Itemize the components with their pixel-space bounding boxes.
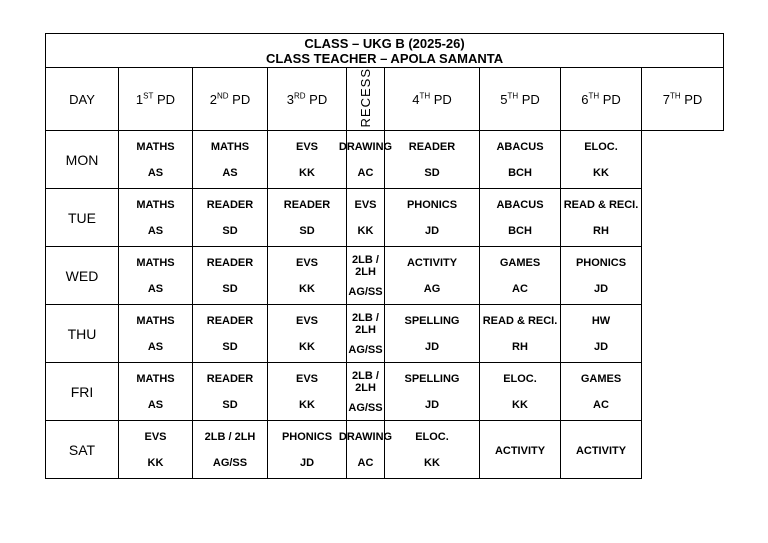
subject-label: MATHS [136,141,175,154]
subject-label: MATHS [136,199,175,212]
teacher-code: JD [593,282,609,295]
period-cell [119,189,193,247]
period-cell [480,247,561,305]
title-cell [46,34,724,68]
subject-label: READ & RECI. [482,315,558,328]
subject-label: PHONICS [281,431,333,444]
period-cell [119,131,193,189]
subject-label: 2LB / 2LH [204,431,256,444]
teacher-code: AS [222,166,238,179]
period-cell [119,363,193,421]
subject-label: ACTIVITY [575,444,627,457]
period-cell [385,247,480,305]
header-row [46,68,724,131]
period-cell [385,363,480,421]
recess-column [347,68,385,131]
subject-label: 2LB / 2LH [352,254,379,279]
subject-label: MATHS [136,257,175,270]
teacher-code: JD [424,224,440,237]
subject-label: GAMES [580,373,622,386]
period-cell [347,305,385,363]
subject-label: READER [283,199,331,212]
period-cell [561,421,642,479]
teacher-code: AC [593,398,609,411]
subject-label: 2LB / 2LH [352,312,379,337]
period-cell [480,189,561,247]
period-cell [193,363,268,421]
teacher-code: KK [299,398,315,411]
teacher-code: JD [424,398,440,411]
period-cell [338,421,393,479]
period-cell [480,363,561,421]
period-cell [119,305,193,363]
period-cell [268,189,347,247]
day-header: DAY [46,68,119,131]
subject-label: EVS [295,315,318,328]
subject-label: MATHS [136,373,175,386]
subject-label: READER [206,373,254,386]
subject-label: GAMES [499,257,541,270]
period-cell [193,247,268,305]
subject-label: ELOC. [584,141,618,154]
table-row [46,421,724,479]
teacher-code: KK [299,282,315,295]
teacher-code: RH [512,340,528,353]
recess-label: RECESS [358,68,373,128]
teacher-code: KK [424,456,440,469]
period-cell [561,247,642,305]
teacher-code: AC [357,456,374,469]
teacher-code: JD [299,456,315,469]
period-header-5: 5TH PD [480,68,561,131]
table-row [46,247,724,305]
period-cell [268,131,347,189]
day-cell: MON [46,131,119,189]
teacher-code: AG/SS [348,401,383,414]
subject-label: ACTIVITY [494,444,546,457]
table-row [46,363,724,421]
teacher-code: AG [423,282,441,295]
teacher-code: AS [147,224,164,237]
period-cell [385,189,480,247]
subject-label: SPELLING [404,373,460,386]
teacher-code: SD [222,398,238,411]
teacher-code: RH [593,224,609,237]
class-title: CLASS – UKG B (2025-26) [304,35,465,51]
teacher-code: AG/SS [212,456,248,469]
subject-label: READER [206,315,254,328]
teacher-code: KK [299,340,315,353]
subject-label: ELOC. [503,373,537,386]
subject-label: MATHS [210,141,250,154]
period-cell [347,363,385,421]
teacher-code: BCH [508,224,532,237]
teacher-code: AC [357,166,374,179]
period-cell [119,421,193,479]
teacher-code: KK [357,224,374,237]
subject-label: HW [591,315,611,328]
period-header-7: 7TH PD [642,68,724,131]
table-row [46,189,724,247]
teacher-code: BCH [508,166,532,179]
subject-label: READER [206,199,254,212]
subject-label: MATHS [136,315,175,328]
subject-label: ELOC. [415,431,449,444]
period-header-6: 6TH PD [561,68,642,131]
teacher-code: JD [593,340,609,353]
subject-label: PHONICS [406,199,458,212]
subject-label: DRAWING [338,141,393,154]
period-cell [480,131,561,189]
subject-label: EVS [295,373,318,386]
day-cell: TUE [46,189,119,247]
subject-label: READ & RECI. [563,199,639,212]
period-cell [561,363,642,421]
teacher-code: SD [299,224,315,237]
period-cell [338,131,393,189]
class-teacher-title: CLASS TEACHER – APOLA SAMANTA [265,50,504,66]
teacher-code: AS [147,398,164,411]
period-cell [193,131,268,189]
period-cell [347,189,385,247]
day-cell: SAT [46,421,119,479]
period-cell [561,305,642,363]
subject-label: SPELLING [404,315,460,328]
subject-label: READER [408,141,456,154]
period-cell [119,247,193,305]
day-cell: FRI [46,363,119,421]
subject-label: DRAWING [338,431,393,444]
teacher-code: SD [424,166,440,179]
teacher-code: SD [222,282,238,295]
period-cell [193,189,268,247]
period-header-1: 1ST PD [119,68,193,131]
period-cell [268,305,347,363]
table-row [46,131,724,189]
teacher-code: JD [424,340,440,353]
subject-label: EVS [354,199,377,212]
timetable [45,33,724,479]
teacher-code: AG/SS [348,343,383,356]
day-cell: WED [46,247,119,305]
subject-label: READER [206,257,254,270]
period-cell [385,305,480,363]
period-cell [268,421,347,479]
period-header-3: 3RD PD [268,68,347,131]
period-cell [193,421,268,479]
period-cell [480,421,561,479]
subject-label: EVS [295,141,318,154]
teacher-code: AS [147,166,164,179]
period-cell [480,305,561,363]
table-row [46,305,724,363]
teacher-code: AS [147,282,164,295]
teacher-code: AG/SS [348,285,383,298]
subject-label: ABACUS [496,141,544,154]
subject-label: EVS [144,431,167,444]
timetable-sheet [45,33,723,479]
subject-label: 2LB / 2LH [352,370,379,395]
period-cell [385,421,480,479]
subject-label: ABACUS [496,199,544,212]
subject-label: ACTIVITY [406,257,458,270]
teacher-code: SD [222,224,238,237]
subject-label: PHONICS [575,257,627,270]
period-cell [193,305,268,363]
teacher-code: KK [147,456,164,469]
teacher-code: KK [299,166,315,179]
teacher-code: AS [147,340,164,353]
teacher-code: KK [593,166,609,179]
period-header-4: 4TH PD [385,68,480,131]
period-cell [268,363,347,421]
period-cell [561,189,642,247]
teacher-code: SD [222,340,238,353]
teacher-code: AC [512,282,528,295]
subject-label: EVS [295,257,318,270]
period-cell [268,247,347,305]
period-cell [561,131,642,189]
period-cell [385,131,480,189]
period-cell [347,247,385,305]
teacher-code: KK [512,398,528,411]
period-header-2: 2ND PD [193,68,268,131]
day-cell: THU [46,305,119,363]
